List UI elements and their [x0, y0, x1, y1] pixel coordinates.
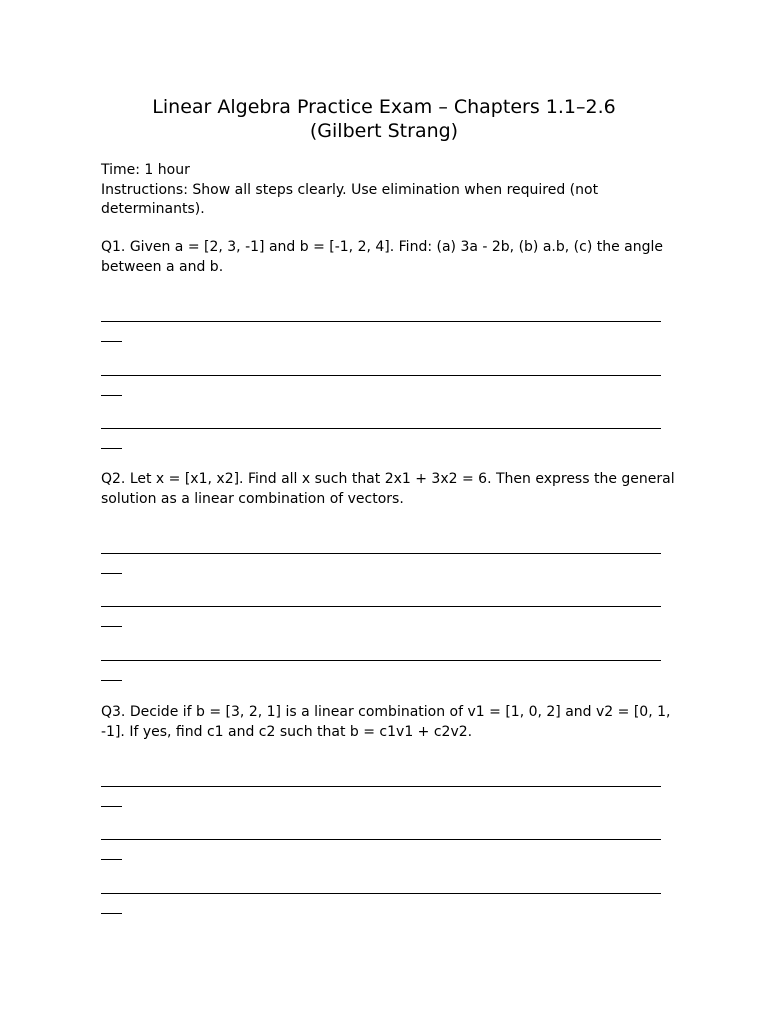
answer-rule	[101, 428, 661, 429]
question-1: Q1. Given a = [2, 3, -1] and b = [-1, 2, 4]. Find: (a) 3a - 2b, (b) a.b, (c) the angle between a and b.	[101, 239, 664, 275]
answer-rule-tail	[101, 448, 122, 449]
answer-rule	[101, 660, 661, 661]
answer-rule-tail	[101, 395, 122, 396]
answer-rule-tail	[101, 859, 122, 860]
answer-rule-tail	[101, 573, 122, 574]
exam-title-line-1: Linear Algebra Practice Exam – Chapters 1.1–2.6	[152, 96, 616, 118]
answer-rule-tail	[101, 913, 122, 914]
exam-title	[0, 95, 768, 143]
answer-rule	[101, 321, 661, 322]
answer-rule-tail	[101, 341, 122, 342]
question-2: Q2. Let x = [x1, x2]. Find all x such that 2x1 + 3x2 = 6. Then express the general solution as a linear combination of vectors.	[101, 471, 675, 507]
answer-rule-tail	[101, 806, 122, 807]
answer-rule	[101, 839, 661, 840]
answer-rule-tail	[101, 626, 122, 627]
answer-rule-tail	[101, 680, 122, 681]
answer-rule	[101, 786, 661, 787]
answer-rule	[101, 606, 661, 607]
question-3: Q3. Decide if b = [3, 2, 1] is a linear combination of v1 = [1, 0, 2] and v2 = [0, 1, -1]. If yes, find c1 and c2 such that b = c1v1 + c2v2.	[101, 704, 671, 740]
answer-rule	[101, 375, 661, 376]
exam-title-line-2: (Gilbert Strang)	[309, 120, 459, 142]
instructions: Instructions: Show all steps clearly. Use elimination when required (not determinants).	[101, 181, 599, 217]
answer-rule	[101, 893, 661, 894]
exam-meta	[101, 161, 681, 220]
answer-rule	[101, 553, 661, 554]
time-limit: Time: 1 hour	[101, 162, 190, 178]
